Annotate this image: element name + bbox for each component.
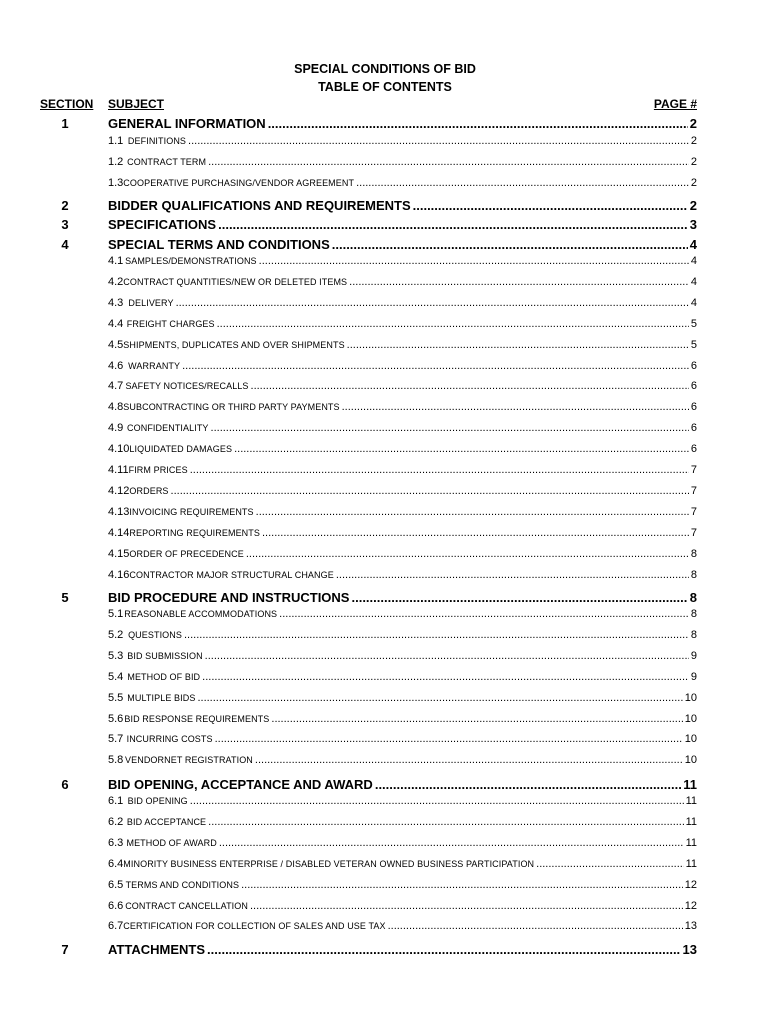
- dot-leader: [342, 401, 689, 413]
- subsection-page-number: 7: [690, 526, 697, 539]
- dot-leader: [279, 608, 689, 620]
- dot-leader: [241, 879, 683, 891]
- subsection-number: 4.14: [108, 526, 130, 539]
- subsection-page-number: 2: [690, 155, 697, 168]
- dot-leader: [268, 116, 688, 131]
- dot-leader: [349, 276, 689, 288]
- subsection-page-number: 2: [690, 176, 697, 189]
- subsection-page-number: 10: [684, 712, 697, 725]
- subsection-title: METHOD OF AWARD: [126, 837, 217, 848]
- dot-leader: [234, 443, 689, 455]
- subsection-entry: [108, 255, 697, 267]
- subsection-entry: [108, 506, 697, 518]
- section-entry: [108, 198, 697, 213]
- subsection-page-number: 6: [690, 401, 697, 414]
- section-page-number: 11: [683, 777, 697, 792]
- subsection-page-number: 10: [684, 733, 697, 746]
- dot-leader: [171, 485, 689, 497]
- dot-leader: [190, 795, 684, 807]
- subsection-number: 4.13: [108, 505, 130, 518]
- subsection-title: MINORITY BUSINESS ENTERPRISE / DISABLED VETERAN OWNED BUSINESS PARTICIPATION: [123, 858, 535, 869]
- subsection-page-number: 13: [684, 920, 697, 933]
- subsection-number: 4.6: [108, 359, 124, 372]
- subsection-page-number: 6: [690, 359, 697, 372]
- section-page-number: 2: [689, 116, 697, 131]
- subsection-entry: [108, 795, 697, 807]
- subsection-number: 4.7: [108, 380, 124, 393]
- dot-leader: [351, 590, 687, 605]
- dot-leader: [536, 858, 683, 870]
- section-page-number: 8: [689, 590, 697, 605]
- subsection-title: BID RESPONSE REQUIREMENTS: [124, 713, 270, 724]
- subsection-entry: [108, 380, 697, 392]
- dot-leader: [246, 548, 689, 560]
- subsection-number: 4.5: [108, 338, 124, 351]
- subsection-number: 6.6: [108, 899, 124, 912]
- subsection-title: SHIPMENTS, DUPLICATES AND OVER SHIPMENTS: [123, 339, 345, 350]
- dot-leader: [207, 942, 681, 957]
- subsection-title: BID ACCEPTANCE: [126, 816, 207, 827]
- subsection-title: REASONABLE ACCOMMODATIONS: [124, 609, 278, 619]
- subsection-entry: [108, 485, 697, 497]
- dot-leader: [250, 900, 683, 912]
- subject-column-header: SUBJECT: [108, 97, 165, 111]
- dot-leader: [184, 629, 689, 641]
- subsection-title: DEFINITIONS: [127, 136, 187, 146]
- dot-leader: [271, 713, 682, 725]
- dot-leader: [176, 297, 689, 309]
- subsection-entry: [108, 464, 697, 476]
- section-title: BID PROCEDURE AND INSTRUCTIONS: [108, 590, 350, 605]
- section-number: 1: [61, 116, 69, 131]
- subsection-number: 5.8: [108, 754, 124, 767]
- section-page-number: 13: [682, 942, 697, 957]
- subsection-number: 5.4: [108, 670, 124, 683]
- subsection-number: 5.7: [108, 733, 124, 746]
- section-title: GENERAL INFORMATION: [108, 116, 266, 131]
- subsection-entry: [108, 754, 697, 766]
- subsection-number: 5.6: [108, 712, 124, 725]
- subsection-page-number: 8: [690, 628, 697, 641]
- section-number: 4: [61, 237, 69, 252]
- subsection-page-number: 10: [684, 691, 697, 704]
- subsection-entry: [108, 879, 697, 891]
- dot-leader: [356, 177, 689, 189]
- subsection-number: 4.10: [108, 443, 130, 456]
- subsection-entry: [108, 650, 697, 662]
- subsection-title: LIQUIDATED DAMAGES: [129, 444, 233, 455]
- subsection-entry: [108, 548, 697, 560]
- section-page-number: 4: [689, 237, 697, 252]
- document-title: SPECIAL CONDITIONS OF BID: [294, 62, 476, 76]
- subsection-entry: [108, 713, 697, 725]
- subsection-number: 5.3: [108, 649, 124, 662]
- subsection-page-number: 8: [690, 547, 697, 560]
- subsection-entry: [108, 527, 697, 539]
- subsection-number: 6.5: [108, 878, 124, 891]
- section-column-header: SECTION: [40, 97, 94, 111]
- dot-leader: [256, 506, 689, 518]
- subsection-page-number: 6: [690, 380, 697, 393]
- subsection-page-number: 7: [690, 484, 697, 497]
- subsection-entry: [108, 401, 697, 413]
- subsection-entry: [108, 629, 697, 641]
- subsection-page-number: 11: [685, 857, 697, 870]
- dot-leader: [197, 692, 682, 704]
- dot-leader: [413, 198, 688, 213]
- dot-leader: [219, 837, 684, 849]
- subsection-page-number: 12: [684, 878, 697, 891]
- subsection-number: 5.1: [108, 608, 124, 620]
- subsection-entry: [108, 443, 697, 455]
- dot-leader: [255, 754, 683, 766]
- subsection-page-number: 12: [684, 899, 697, 912]
- dot-leader: [347, 339, 689, 351]
- subsection-page-number: 8: [690, 568, 697, 581]
- subsection-title: ORDER OF PRECEDENCE: [129, 548, 244, 559]
- subsection-entry: [108, 339, 697, 351]
- document-subtitle: TABLE OF CONTENTS: [318, 80, 452, 94]
- subsection-number: 4.2: [108, 275, 124, 288]
- subsection-number: 4.4: [108, 317, 124, 330]
- subsection-entry: [108, 135, 697, 147]
- subsection-title: METHOD OF BID: [127, 671, 201, 682]
- subsection-page-number: 11: [685, 795, 697, 807]
- dot-leader: [336, 569, 689, 581]
- subsection-page-number: 7: [690, 464, 697, 476]
- subsection-page-number: 10: [684, 754, 697, 767]
- subsection-entry: [108, 920, 697, 932]
- subsection-number: 4.8: [108, 401, 124, 414]
- dot-leader: [251, 380, 689, 392]
- subsection-page-number: 9: [690, 670, 697, 683]
- subsection-page-number: 11: [685, 836, 697, 849]
- section-page-number: 3: [689, 217, 697, 232]
- dot-leader: [375, 777, 681, 792]
- dot-leader: [217, 318, 689, 330]
- subsection-number: 6.1: [108, 795, 124, 807]
- dot-leader: [188, 135, 689, 147]
- subsection-title: DELIVERY: [128, 297, 174, 308]
- subsection-page-number: 11: [685, 815, 697, 828]
- subsection-page-number: 9: [690, 649, 697, 662]
- subsection-title: COOPERATIVE PURCHASING/VENDOR AGREEMENT: [123, 177, 355, 188]
- dot-leader: [208, 816, 683, 828]
- section-title: SPECIFICATIONS: [108, 217, 217, 232]
- dot-leader: [388, 920, 683, 932]
- subsection-title: TERMS AND CONDITIONS: [125, 879, 240, 890]
- subsection-title: FIRM PRICES: [128, 465, 188, 475]
- section-number: 2: [61, 198, 69, 213]
- subsection-title: MULTIPLE BIDS: [127, 692, 196, 703]
- section-entry: [108, 942, 697, 957]
- subsection-number: 6.3: [108, 836, 124, 849]
- dot-leader: [202, 671, 689, 683]
- section-entry: [108, 217, 697, 232]
- subsection-title: CONFIDENTIALITY: [127, 423, 209, 434]
- subsection-entry: [108, 360, 697, 372]
- subsection-entry: [108, 422, 697, 434]
- subsection-title: SAMPLES/DEMONSTRATIONS: [125, 256, 257, 266]
- subsection-number: 4.16: [108, 568, 130, 581]
- section-title: BIDDER QUALIFICATIONS AND REQUIREMENTS: [108, 198, 411, 213]
- section-entry: [108, 590, 697, 605]
- subsection-page-number: 6: [690, 422, 697, 435]
- subsection-page-number: 7: [690, 505, 697, 518]
- subsection-title: SUBCONTRACTING OR THIRD PARTY PAYMENTS: [123, 402, 340, 413]
- section-number: 5: [61, 590, 69, 605]
- dot-leader: [215, 733, 683, 745]
- subsection-number: 4.9: [108, 422, 124, 435]
- section-number: 3: [61, 217, 69, 232]
- section-number: 6: [61, 777, 69, 792]
- subsection-entry: [108, 608, 697, 620]
- subsection-number: 6.2: [108, 815, 124, 828]
- subsection-title: ORDERS: [129, 485, 169, 496]
- subsection-page-number: 6: [690, 443, 697, 456]
- section-number: 7: [61, 942, 69, 957]
- section-title: ATTACHMENTS: [108, 942, 206, 957]
- subsection-title: SAFETY NOTICES/RECALLS: [125, 381, 249, 392]
- section-entry: [108, 237, 697, 252]
- subsection-entry: [108, 837, 697, 849]
- dot-leader: [190, 464, 689, 476]
- subsection-entry: [108, 733, 697, 745]
- dot-leader: [182, 360, 689, 372]
- dot-leader: [211, 422, 689, 434]
- subsection-page-number: 5: [690, 317, 697, 330]
- subsection-page-number: 4: [690, 275, 697, 288]
- subsection-page-number: 2: [690, 135, 697, 147]
- subsection-entry: [108, 671, 697, 683]
- subsection-title: CERTIFICATION FOR COLLECTION OF SALES AND USE TAX: [123, 921, 386, 932]
- subsection-title: WARRANTY: [128, 360, 181, 371]
- subsection-title: BID OPENING: [127, 796, 188, 806]
- section-entry: [108, 777, 697, 792]
- subsection-title: CONTRACT QUANTITIES/NEW OR DELETED ITEMS: [123, 276, 348, 287]
- subsection-page-number: 8: [690, 608, 697, 620]
- subsection-entry: [108, 900, 697, 912]
- subsection-title: FREIGHT CHARGES: [126, 318, 215, 329]
- dot-leader: [259, 255, 689, 267]
- subsection-title: INCURRING COSTS: [126, 734, 213, 745]
- section-page-number: 2: [689, 198, 697, 213]
- subsection-number: 6.4: [108, 857, 124, 870]
- subsection-title: CONTRACTOR MAJOR STRUCTURAL CHANGE: [129, 569, 334, 580]
- subsection-entry: [108, 177, 697, 189]
- subsection-entry: [108, 318, 697, 330]
- dot-leader: [205, 650, 689, 662]
- subsection-entry: [108, 276, 697, 288]
- subsection-entry: [108, 692, 697, 704]
- dot-leader: [262, 527, 689, 539]
- subsection-title: INVOICING REQUIREMENTS: [129, 506, 254, 517]
- subsection-number: 5.2: [108, 628, 124, 641]
- dot-leader: [208, 156, 689, 168]
- subsection-title: REPORTING REQUIREMENTS: [129, 527, 260, 538]
- subsection-number: 4.12: [108, 484, 130, 497]
- subsection-title: BID SUBMISSION: [127, 650, 203, 661]
- subsection-number: 4.11: [108, 464, 129, 476]
- subsection-number: 5.5: [108, 691, 124, 704]
- subsection-entry: [108, 569, 697, 581]
- subsection-title: QUESTIONS: [128, 629, 182, 640]
- subsection-number: 4.1: [108, 255, 124, 267]
- subsection-entry: [108, 816, 697, 828]
- subsection-entry: [108, 297, 697, 309]
- subsection-number: 6.7: [108, 920, 124, 933]
- subsection-page-number: 5: [690, 338, 697, 351]
- subsection-title: CONTRACT TERM: [127, 156, 207, 167]
- subsection-number: 4.15: [108, 547, 130, 560]
- subsection-title: CONTRACT CANCELLATION: [125, 900, 248, 911]
- page-column-header: PAGE #: [653, 97, 697, 111]
- section-title: BID OPENING, ACCEPTANCE AND AWARD: [108, 777, 373, 792]
- subsection-number: 1.3: [108, 176, 124, 189]
- dot-leader: [332, 237, 688, 252]
- section-title: SPECIAL TERMS AND CONDITIONS: [108, 237, 330, 252]
- subsection-page-number: 4: [690, 255, 697, 267]
- subsection-page-number: 4: [690, 296, 697, 309]
- subsection-number: 1.1: [108, 135, 124, 147]
- dot-leader: [218, 217, 688, 232]
- subsection-entry: [108, 858, 697, 870]
- subsection-number: 1.2: [108, 155, 124, 168]
- subsection-title: VENDORNET REGISTRATION: [125, 755, 253, 766]
- section-entry: [108, 116, 697, 131]
- subsection-entry: [108, 156, 697, 168]
- subsection-number: 4.3: [108, 296, 124, 309]
